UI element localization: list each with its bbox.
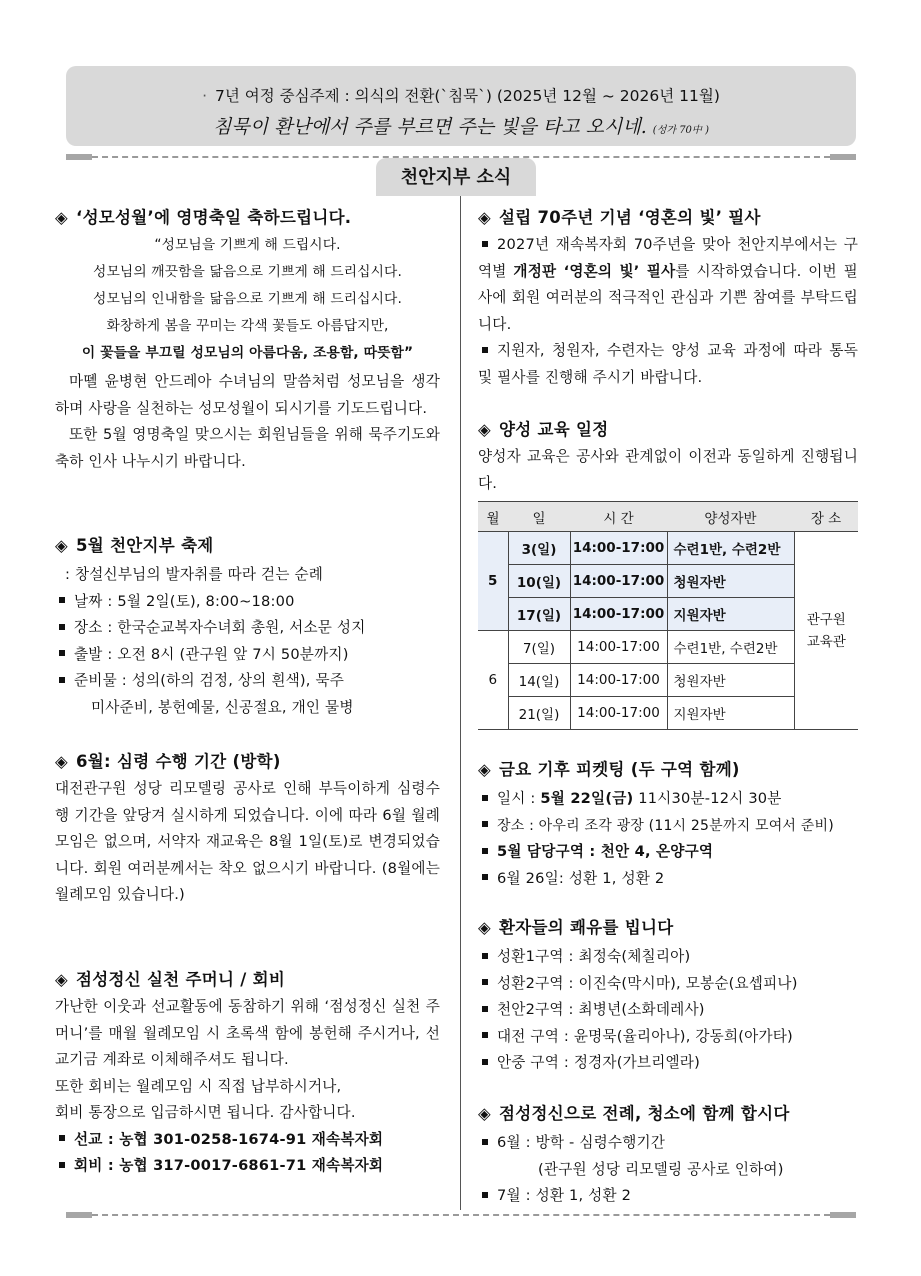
bullet-icon (482, 874, 488, 880)
month-cell: 6 (478, 631, 508, 730)
list-item: 6월 : 방학 - 심령수행기간 (478, 1130, 858, 1157)
list-item-continued: (관구원 성당 리모델링 공사로 인하여) (538, 1160, 784, 1178)
bullet-icon (482, 1192, 488, 1198)
diamond-icon: ◈ (55, 752, 68, 771)
bullet-icon (59, 1162, 65, 1168)
bullet-icon (482, 953, 488, 959)
paragraph: 마뗼 윤병현 안드레아 수녀님의 말씀처럼 성모님을 생각하며 사랑을 실천하는 성모성월이 되시기를 기도드립니다. (55, 373, 440, 417)
section-liturgy (478, 1100, 858, 1210)
paragraph: 양성자 교육은 공사와 관계없이 이전과 동일하게 진행됩니다. (478, 448, 858, 492)
bullet-icon (482, 347, 488, 353)
col-header-time: 시 간 (570, 502, 667, 532)
bullet-icon (59, 650, 65, 656)
time-cell: 14:00-17:00 (570, 565, 667, 598)
course-cell: 수련1반, 수련2반 (667, 631, 794, 664)
paragraph: 지원자, 청원자, 수련자는 양성 교육 과정에 따라 통독 및 필사를 진행해 주시기 바랍니다. (478, 342, 858, 386)
list-item: 7월 : 성환 1, 성환 2 (478, 1183, 858, 1210)
quote-line: 성모님의 깨끗함을 닮음으로 기쁘게 해 드리십시다. (93, 264, 402, 280)
table-row (478, 532, 858, 565)
paragraph: 또한 회비는 월례모임 시 직접 납부하시거나, (55, 1077, 342, 1095)
list-item: 안중 구역 : 정경자(가브리엘라) (478, 1050, 858, 1077)
list-item: 일시 : 5월 22일(금) 11시30분-12시 30분 (478, 786, 858, 813)
time-cell: 14:00-17:00 (570, 697, 667, 730)
course-cell: 지원자반 (667, 598, 794, 631)
header-theme: · 7년 여정 중심주제 : 의식의 전환(`침묵`) (2025년 12월 ~ 2026년 11월) (202, 87, 720, 105)
day-cell: 3(일) (508, 532, 570, 565)
schedule-table (478, 501, 858, 730)
bottom-rule (92, 1214, 830, 1216)
rule-cap (830, 154, 856, 160)
col-header-day: 일 (508, 502, 570, 532)
diamond-icon: ◈ (55, 536, 68, 555)
course-cell: 청원자반 (667, 664, 794, 697)
branch-title: 천안지부 소식 (376, 158, 536, 196)
list-item: 6월 26일: 성환 1, 성환 2 (478, 866, 858, 893)
day-cell: 17(일) (508, 598, 570, 631)
bullet-icon (59, 624, 65, 630)
course-cell: 지원자반 (667, 697, 794, 730)
list-item: 날짜 : 5월 2일(토), 8:00~18:00 (55, 589, 440, 616)
paragraph: 가난한 이웃과 선교활동에 동참하기 위해 ‘점성정신 실천 주머니’를 매월 월례모임 시 초록색 함에 봉헌해 주시거나, 선교기금 계좌로 이체해주셔도 됩니다. (55, 998, 440, 1068)
section-title: ◈ ‘성모성월’에 영명축일 축하드립니다. (55, 208, 352, 227)
list-item: 출발 : 오전 8시 (관구원 앞 7시 50분까지) (55, 642, 440, 669)
col-header-course: 양성자반 (667, 502, 794, 532)
section-title: ◈ 양성 교육 일정 (478, 420, 609, 439)
paragraph: 대전관구원 성당 리모델링 공사로 인해 부득이하게 심령수행 기간을 앞당겨 실시하게 되었습니다. 이에 따라 6월 월례모임은 없으며, 서약자 재교육은 8월 1일(토)로 변경되었습니다. 회원 여러분께서는 착오 없으시기 바랍니다. (8월에는 월례모임 있습니다.) (55, 780, 440, 903)
month-cell: 5 (478, 532, 508, 631)
time-cell: 14:00-17:00 (570, 664, 667, 697)
diamond-icon: ◈ (478, 1104, 491, 1123)
quote-line: 성모님의 인내함을 닮음으로 기쁘게 해 드리십시다. (93, 291, 402, 307)
section-feast (55, 204, 440, 475)
bullet-icon (482, 1006, 488, 1012)
section-patients (478, 914, 858, 1077)
section-transcription (478, 204, 858, 391)
day-cell: 14(일) (508, 664, 570, 697)
section-picketing (478, 756, 858, 892)
quote-line: 이 꽃들을 부끄릴 성모님의 아름다움, 조용함, 따뜻함” (81, 345, 414, 361)
time-cell: 14:00-17:00 (570, 631, 667, 664)
header-verse: 침묵이 환난에서 주를 부르면 주는 빛을 타고 오시네. (성가 70中 ) (212, 116, 710, 138)
header-banner (66, 66, 856, 146)
bullet-icon (482, 795, 488, 801)
time-cell: 14:00-17:00 (570, 598, 667, 631)
diamond-icon: ◈ (478, 208, 491, 227)
paragraph: 2027년 재속복자회 70주년을 맞아 천안지부에서는 구역별 개정판 ‘영혼의 빛’ 필사를 시작하였습니다. 이번 필사에 회원 여러분의 적극적인 관심과 기쁜 참여를 부탁드립니다. (478, 236, 858, 333)
section-title: ◈ 5월 천안지부 축제 (55, 536, 214, 555)
paragraph: 회비 통장으로 입금하시면 됩니다. 감사합니다. (55, 1104, 356, 1121)
diamond-icon: ◈ (478, 420, 491, 439)
day-cell: 7(일) (508, 631, 570, 664)
section-title: ◈ 환자들의 쾌유를 빕니다 (478, 918, 674, 937)
rule-cap (830, 1212, 856, 1218)
paragraph: 또한 5월 영명축일 맞으시는 회원님들을 위해 묵주기도와 축하 인사 나누시기 바랍니다. (55, 426, 440, 470)
list-item: 성환1구역 : 최정숙(체칠리아) (478, 944, 858, 971)
diamond-icon: ◈ (478, 918, 491, 937)
diamond-icon: ◈ (55, 970, 68, 989)
list-item: 5월 담당구역 : 천안 4, 온양구역 (478, 839, 858, 866)
course-cell: 수련1반, 수련2반 (667, 532, 794, 565)
bullet-icon (59, 1135, 65, 1141)
bullet-icon (59, 597, 65, 603)
section-formation (478, 416, 858, 730)
bullet-icon (482, 848, 488, 854)
rule-cap (66, 1212, 92, 1218)
quote-line: “성모님을 기쁘게 해 드립시다. (154, 237, 341, 253)
section-title: ◈ 금요 기후 피켓팅 (두 구역 함께) (478, 760, 740, 779)
header-verse-cite: (성가 70中 ) (652, 125, 710, 136)
section-title: ◈ 설립 70주년 기념 ‘영혼의 빛’ 필사 (478, 208, 761, 227)
quote-block (55, 232, 440, 367)
column-divider (460, 196, 461, 1210)
day-cell: 10(일) (508, 565, 570, 598)
bullet-icon (482, 1059, 488, 1065)
section-retreat (55, 748, 440, 909)
section-festival (55, 532, 440, 721)
section-title: ◈ 6월: 심령 수행 기간 (방학) (55, 752, 281, 771)
list-item: 장소 : 아우리 조각 광장 (11시 25분까지 모여서 준비) (478, 813, 858, 840)
diamond-icon: ◈ (55, 208, 68, 227)
bullet-icon (482, 1139, 488, 1145)
table-header-row (478, 502, 858, 532)
section-title: ◈ 점성정신 실천 주머니 / 회비 (55, 970, 286, 989)
bullet-icon (482, 821, 488, 827)
quote-line: 화창하게 봄을 꾸미는 각색 꽃들도 아름답지만, (106, 318, 389, 334)
col-header-place: 장 소 (794, 502, 858, 532)
rule-cap (66, 154, 92, 160)
bullet-icon (482, 979, 488, 985)
section-title: ◈ 점성정신으로 전례, 청소에 함께 합시다 (478, 1104, 790, 1123)
time-cell: 14:00-17:00 (570, 532, 667, 565)
list-item: 성환2구역 : 이진숙(막시마), 모봉순(요셉피나) (478, 971, 858, 998)
place-cell: 관구원 교육관 (794, 532, 858, 730)
list-item: 대전 구역 : 윤명묵(율리아나), 강동희(아가타) (478, 1024, 858, 1051)
list-item: 장소 : 한국순교복자수녀회 총원, 서소문 성지 (55, 615, 440, 642)
festival-subtitle: : 창설신부님의 발자취를 따라 걷는 순례 (65, 566, 324, 583)
course-cell: 청원자반 (667, 565, 794, 598)
day-cell: 21(일) (508, 697, 570, 730)
patient-list (478, 944, 858, 1077)
diamond-icon: ◈ (478, 760, 491, 779)
bullet-icon (59, 677, 65, 683)
bullet-icon (482, 241, 488, 247)
list-item: 준비물 : 성의(하의 검정, 상의 흰색), 묵주 (55, 668, 440, 695)
bullet-icon (482, 1032, 488, 1038)
col-header-month: 월 (478, 502, 508, 532)
account-mission: 선교 : 농협 301-0258-1674-91 재속복자회 (55, 1127, 440, 1154)
list-item-continued: 미사준비, 봉헌예물, 신공절요, 개인 물병 (91, 698, 354, 716)
account-fees: 회비 : 농협 317-0017-6861-71 재속복자회 (55, 1153, 440, 1180)
list-item: 천안2구역 : 최병년(소화데레사) (478, 997, 858, 1024)
section-pouch-fees (55, 966, 440, 1180)
